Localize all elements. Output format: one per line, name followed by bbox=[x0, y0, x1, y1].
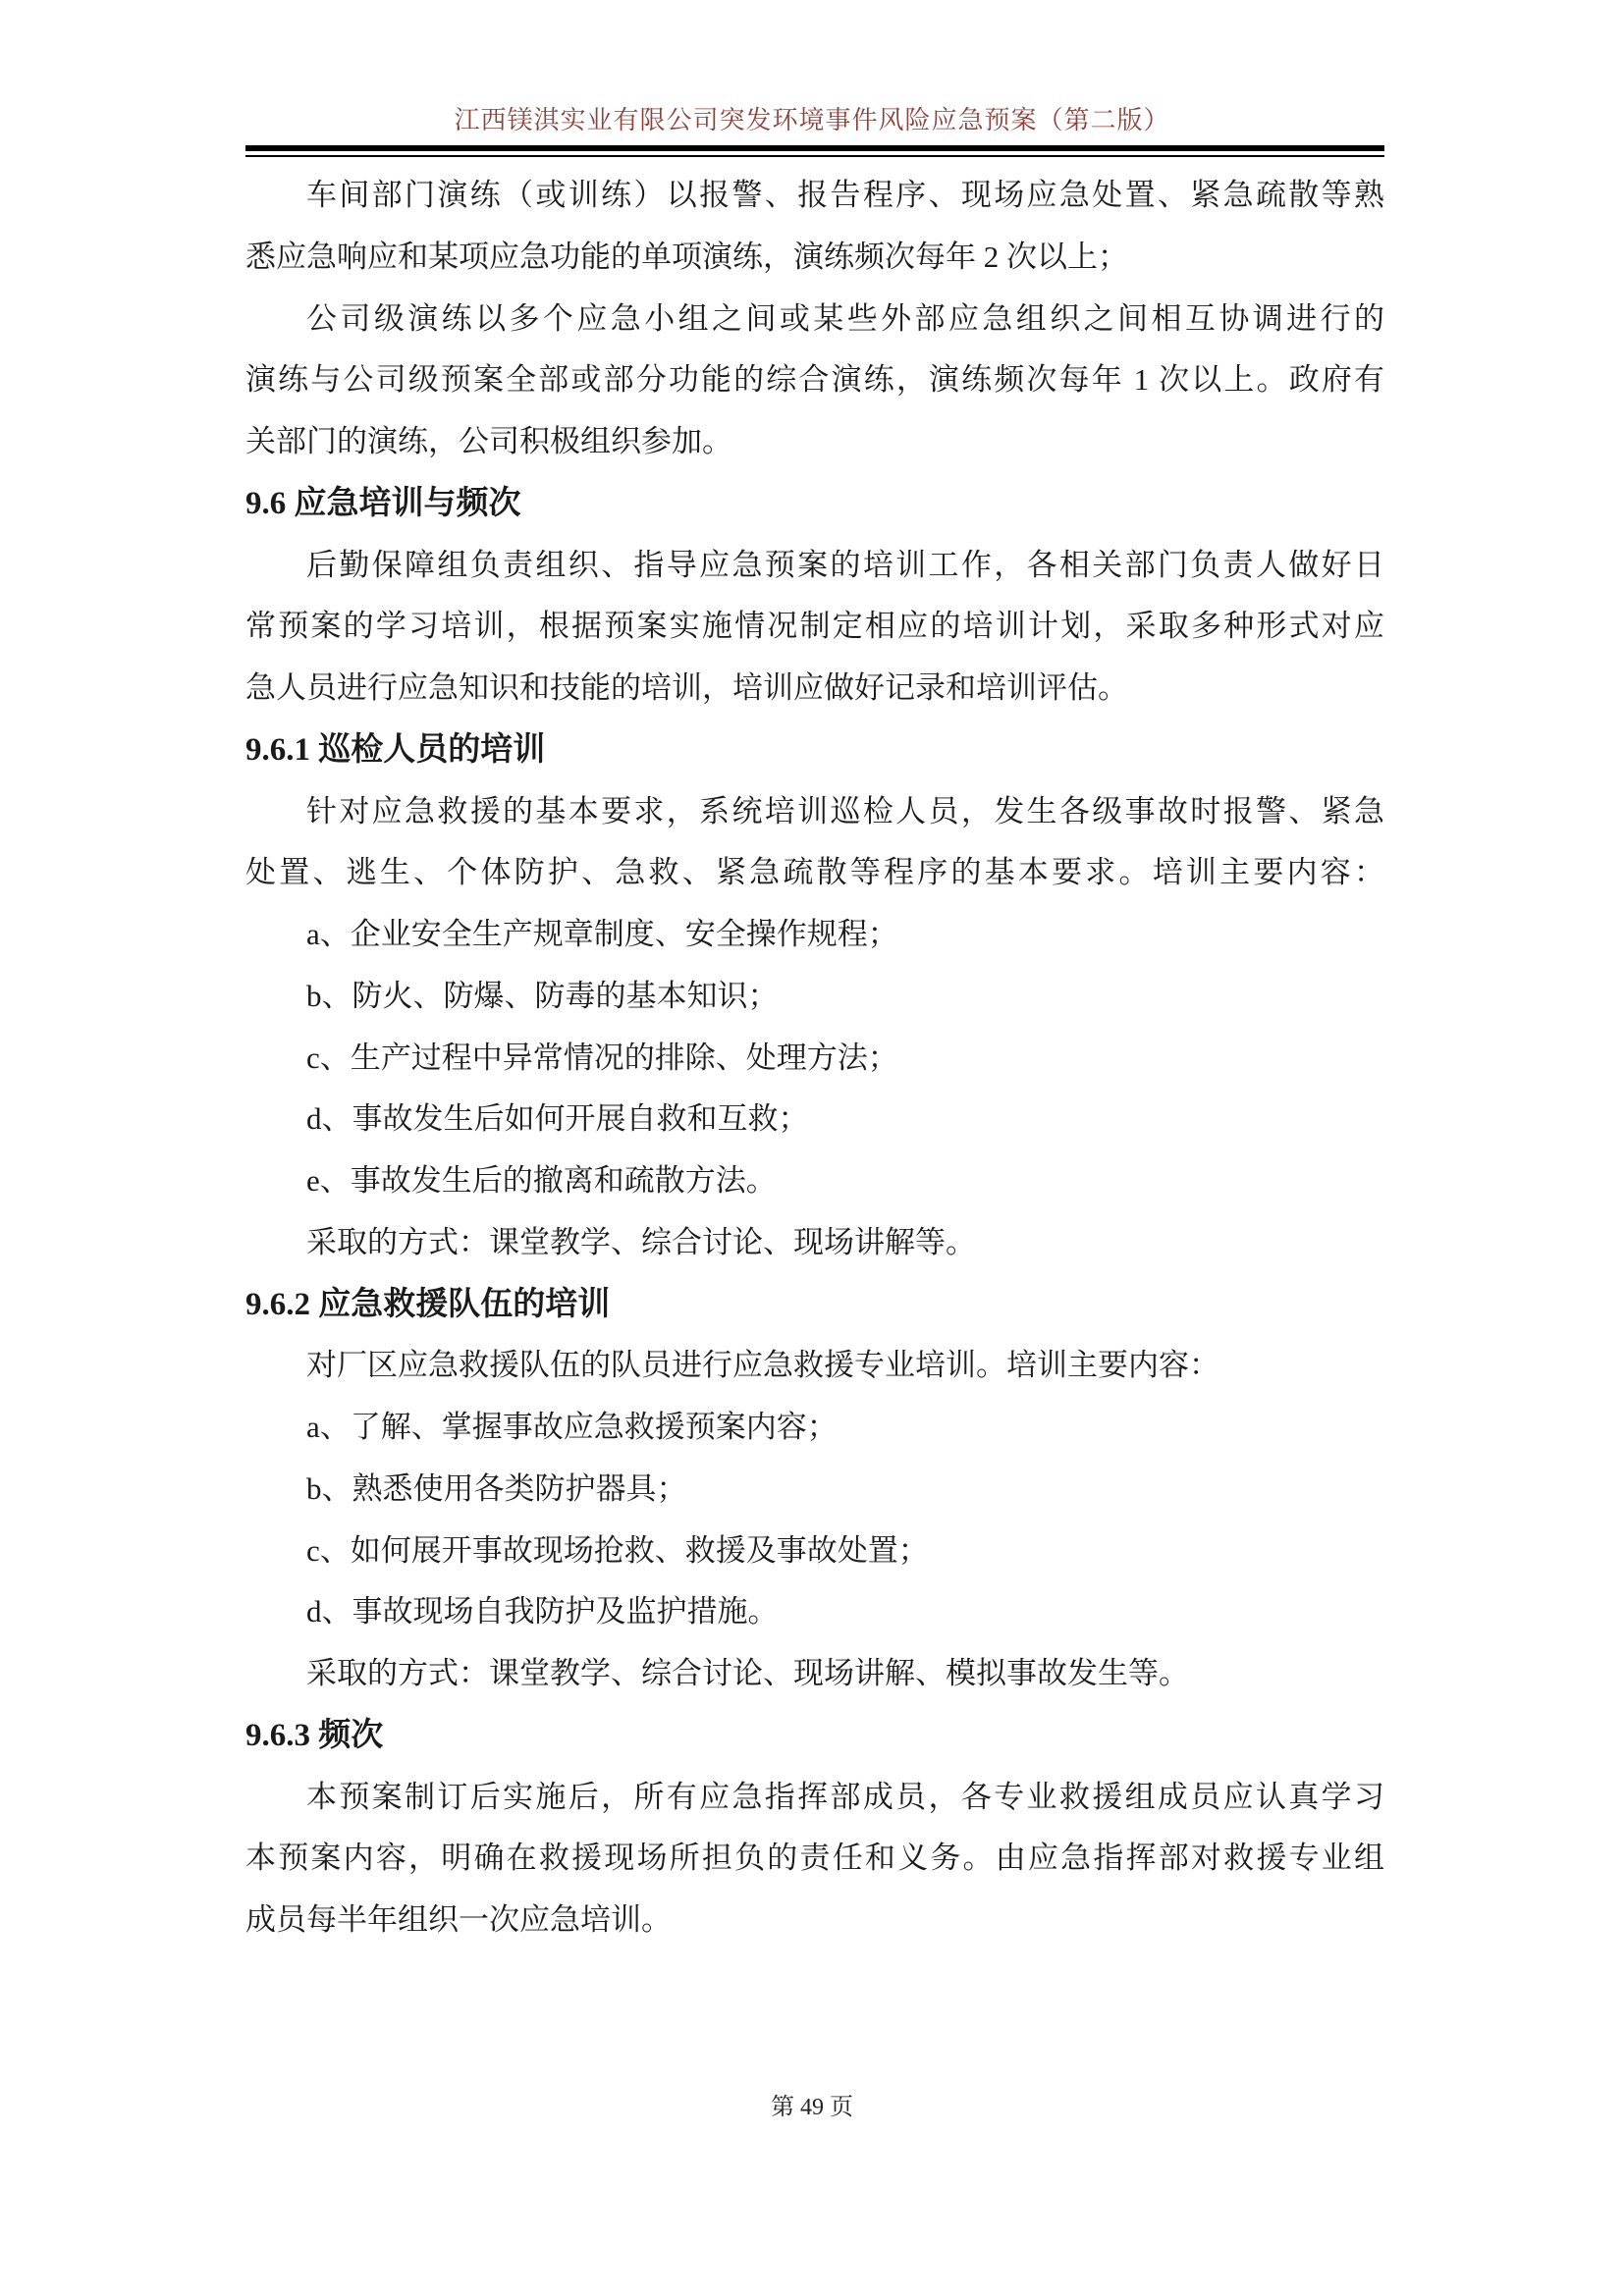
paragraph-line: 公司级演练以多个应急小组之间或某些外部应急组织之间相互协调进行的 bbox=[306, 300, 1384, 336]
list-item-line: d、事故发生后如何开展自救和互救； bbox=[306, 1101, 809, 1137]
list-item-line: c、如何展开事故现场抢救、救援及事故处置； bbox=[306, 1532, 929, 1568]
paragraph-line: 关部门的演练，公司积极组织参加。 bbox=[245, 424, 732, 458]
paragraph-line: 采取的方式：课堂教学、综合讨论、现场讲解等。 bbox=[306, 1224, 976, 1259]
section-heading: 9.6.1 巡检人员的培训 bbox=[245, 731, 546, 768]
list-item-line: a、了解、掌握事故应急救援预案内容； bbox=[306, 1410, 838, 1444]
list-item-line: c、生产过程中异常情况的排除、处理方法； bbox=[306, 1040, 898, 1075]
paragraph-line: 处置、逃生、个体防护、急救、紧急疏散等程序的基本要求。培训主要内容： bbox=[245, 855, 1384, 890]
paragraph-line: 针对应急救援的基本要求，系统培训巡检人员，发生各级事故时报警、紧急 bbox=[306, 793, 1384, 828]
paragraph-line: 采取的方式：课堂教学、综合讨论、现场讲解、模拟事故发生等。 bbox=[306, 1656, 1189, 1690]
section-heading: 9.6 应急培训与频次 bbox=[245, 485, 521, 521]
list-item-line: a、企业安全生产规章制度、安全操作规程； bbox=[306, 917, 898, 951]
section-heading: 9.6.3 频次 bbox=[245, 1717, 384, 1753]
list-item-line: d、事故现场自我防护及监护措施。 bbox=[306, 1594, 779, 1629]
paragraph-line: 本预案制订后实施后，所有应急指挥部成员，各专业救援组成员应认真学习 bbox=[306, 1779, 1384, 1814]
list-item-line: e、事故发生后的撤离和疏散方法。 bbox=[306, 1163, 777, 1198]
document-header-title: 江西镁淇实业有限公司突发环境事件风险应急预案（第二版） bbox=[454, 106, 1170, 134]
list-item-line: b、防火、防爆、防毒的基本知识； bbox=[306, 978, 779, 1013]
paragraph-line: 常预案的学习培训，根据预案实施情况制定相应的培训计划，采取多种形式对应 bbox=[245, 609, 1384, 644]
paragraph-line: 成员每半年组织一次应急培训。 bbox=[245, 1902, 672, 1937]
paragraph-line: 后勤保障组负责组织、指导应急预案的培训工作，各相关部门负责人做好日 bbox=[306, 547, 1384, 582]
paragraph-line: 车间部门演练（或训练）以报警、报告程序、现场应急处置、紧急疏散等熟 bbox=[306, 178, 1384, 212]
document-body bbox=[245, 165, 1384, 1951]
list-item-line: b、熟悉使用各类防护器具； bbox=[306, 1470, 687, 1506]
page-number: 第 49 页 bbox=[771, 2095, 853, 2120]
paragraph-line: 急人员进行应急知识和技能的培训，培训应做好记录和培训评估。 bbox=[245, 670, 1128, 705]
paragraph-line: 本预案内容，明确在救援现场所担负的责任和义务。由应急指挥部对救援专业组 bbox=[245, 1841, 1384, 1876]
header-rule-divider bbox=[245, 145, 1384, 157]
paragraph-line: 对厂区应急救援队伍的队员进行应急救援专业培训。培训主要内容： bbox=[306, 1348, 1219, 1383]
paragraph-line: 悉应急响应和某项应急功能的单项演练，演练频次每年 2 次以上； bbox=[245, 239, 1128, 274]
paragraph-line: 演练与公司级预案全部或部分功能的综合演练，演练频次每年 1 次以上。政府有 bbox=[245, 362, 1384, 398]
section-heading: 9.6.2 应急救援队伍的培训 bbox=[245, 1286, 611, 1322]
